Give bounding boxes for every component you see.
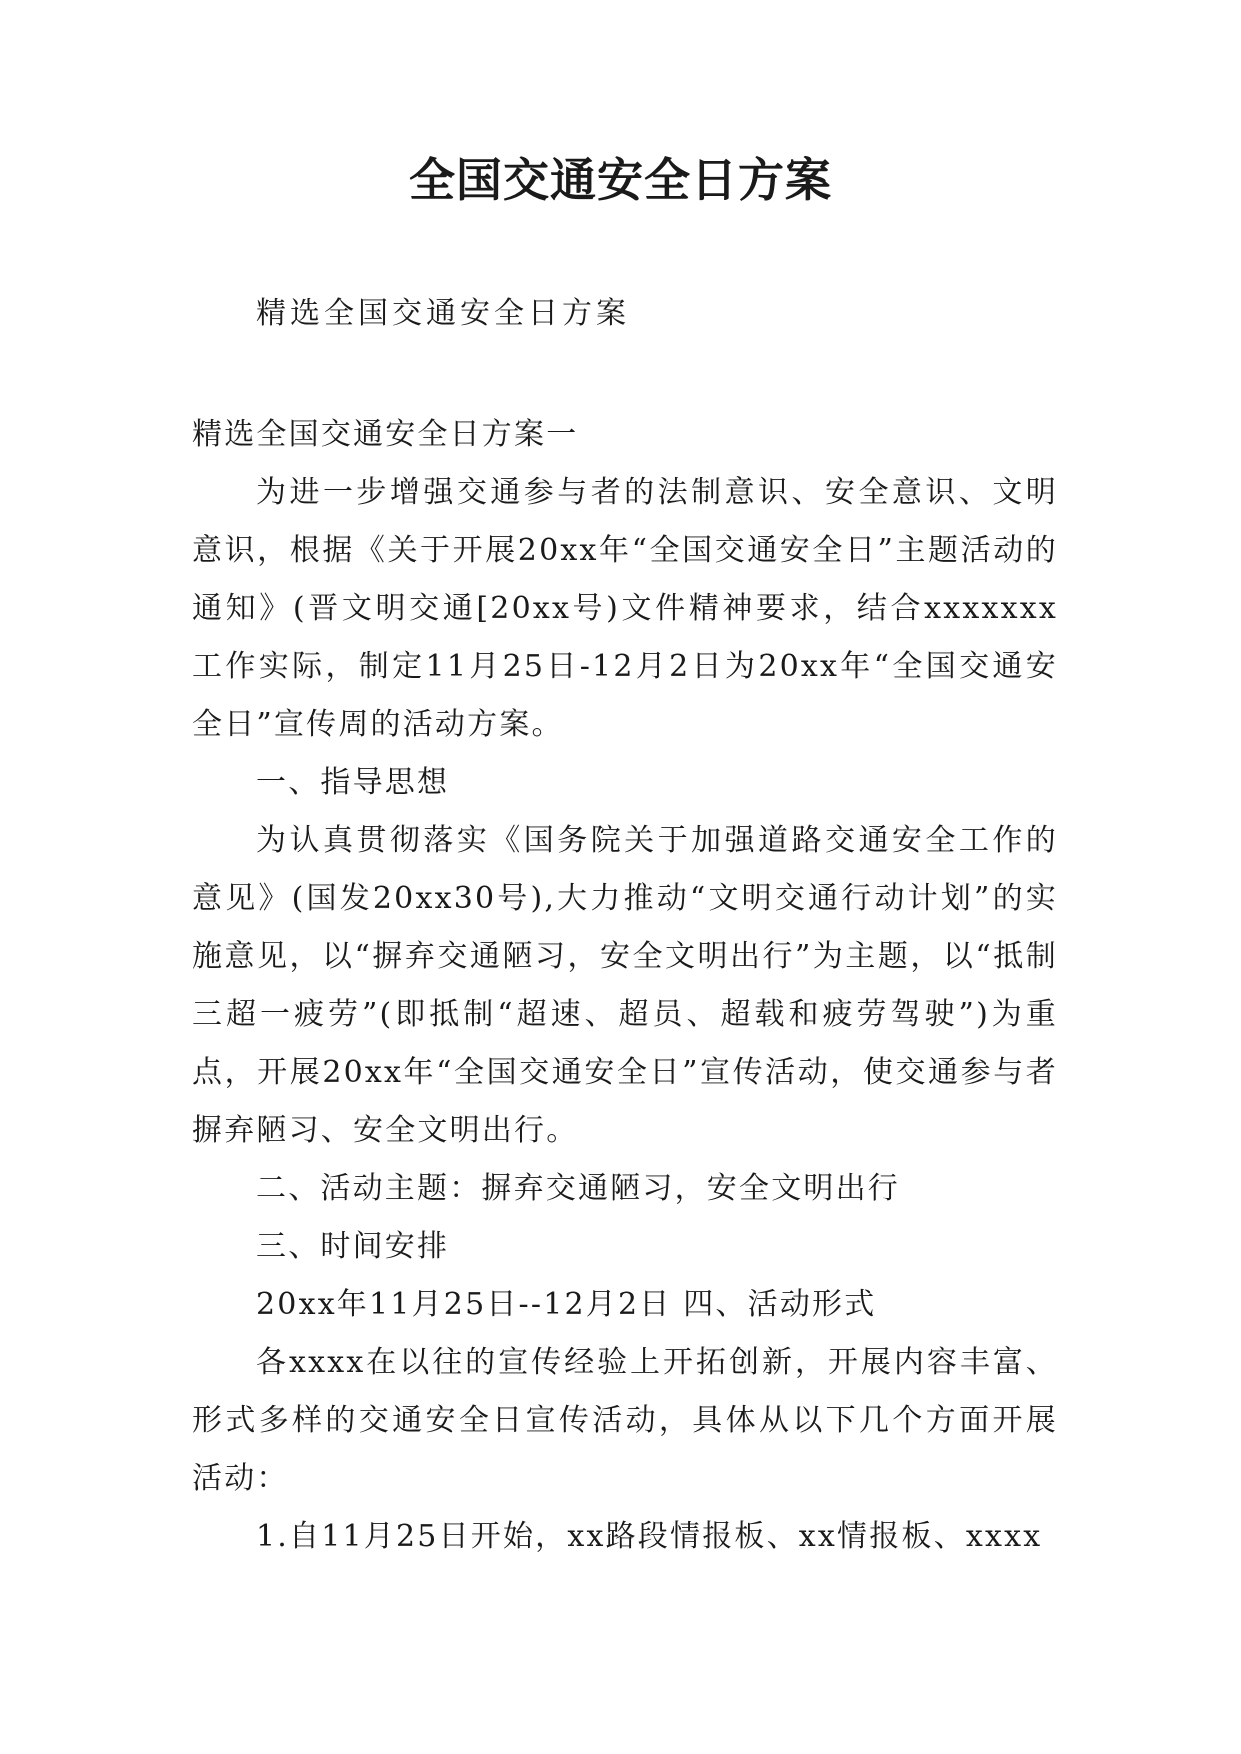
- paragraph-guiding-ideology: 为认真贯彻落实《国务院关于加强道路交通安全工作的意见》(国发20xx30号),大力推动“文明交通行动计划”的实施意见，以“摒弃交通陋习，安全文明出行”为主题，以“抵制三超一疲劳”(即抵制“超速、超员、超载和疲劳驾驶”)为重点，开展20xx年“全国交通安全日”宣传活动，使交通参与者摒弃陋习、安全文明出行。: [192, 823, 1058, 1148]
- section-heading: 精选全国交通安全日方案一: [192, 417, 579, 452]
- paragraph-schedule: 20xx年11月25日--12月2日 四、活动形式: [256, 1287, 877, 1322]
- document-subtitle: 精选全国交通安全日方案: [256, 296, 630, 331]
- heading-guiding-ideology: 一、指导思想: [256, 765, 450, 800]
- paragraph-intro: 为进一步增强交通参与者的法制意识、安全意识、文明意识，根据《关于开展20xx年“全国交通安全日”主题活动的通知》(晋文明交通[20xx号)文件精神要求，结合xxxxxxx工作实际，制定11月25日-12月2日为20xx年“全国交通安全日”宣传周的活动方案。: [192, 475, 1058, 742]
- paragraph-item-1: 1.自11月25日开始，xx路段情报板、xx情报板、xxxx: [256, 1519, 1043, 1554]
- document-body: [192, 406, 1058, 1566]
- heading-activity-theme: 二、活动主题：摒弃交通陋习，安全文明出行: [256, 1171, 900, 1206]
- heading-schedule: 三、时间安排: [256, 1229, 450, 1264]
- paragraph-activity-form: 各xxxx在以往的宣传经验上开拓创新，开展内容丰富、形式多样的交通安全日宣传活动，具体从以下几个方面开展活动：: [192, 1345, 1058, 1496]
- document-title: 全国交通安全日方案: [409, 153, 832, 207]
